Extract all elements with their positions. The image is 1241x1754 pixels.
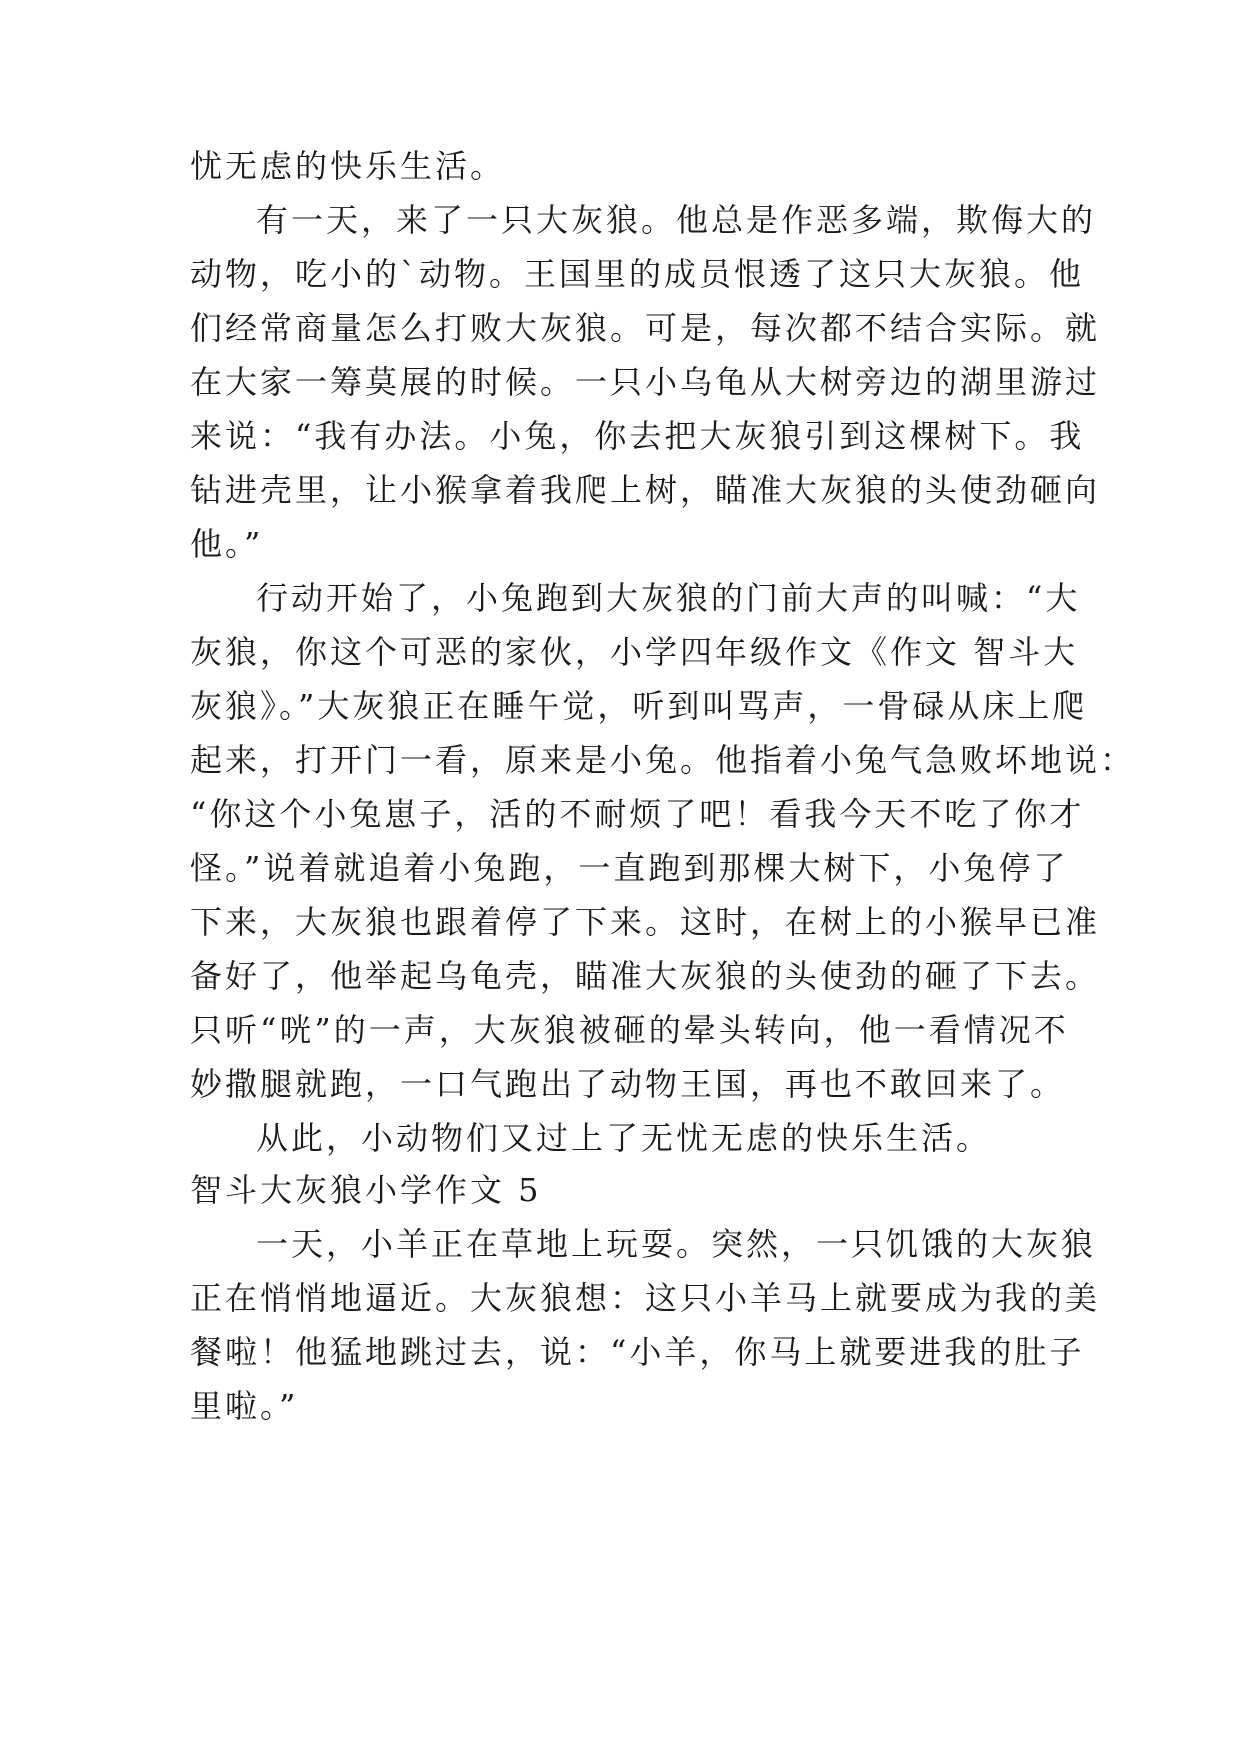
text-line: 钻进壳里，让小猴拿着我爬上树，瞄准大灰狼的头使劲砸向 — [190, 471, 1101, 509]
text-line: 起来，打开门一看，原来是小兔。他指着小兔气急败坏地说： — [190, 741, 1136, 779]
text-line: 里啦。” — [190, 1387, 299, 1425]
text-line: 只听“咣”的一声，大灰狼被砸的晕头转向，他一看情况不 — [190, 1011, 1069, 1049]
text-line: “你这个小兔崽子，活的不耐烦了吧！看我今天不吃了你才 — [190, 795, 1085, 833]
text-line: 灰狼，你这个可恶的家伙，小学四年级作文《作文 智斗大 — [190, 633, 1079, 671]
text-line: 行动开始了，小兔跑到大灰狼的门前大声的叫喊：“大 — [256, 579, 1081, 617]
text-line: 有一天，来了一只大灰狼。他总是作恶多端，欺侮大的 — [256, 201, 1097, 239]
text-line: 正在悄悄地逼近。大灰狼想：这只小羊马上就要成为我的美 — [190, 1279, 1101, 1317]
text-line: 怪。”说着就追着小兔跑，一直跑到那棵大树下，小兔停了 — [190, 849, 1069, 887]
text-line: 餐啦！他猛地跳过去，说：“小羊，你马上就要进我的肚子 — [190, 1333, 1085, 1371]
text-line: 从此，小动物们又过上了无忧无虑的快乐生活。 — [256, 1119, 992, 1157]
section-heading: 智斗大灰狼小学作文 5 — [190, 1171, 542, 1209]
text-line: 他。” — [190, 525, 264, 563]
text-line: 备好了，他举起乌龟壳，瞄准大灰狼的头使劲的砸了下去。 — [190, 957, 1101, 995]
text-line: 来说：“我有办法。小兔，你去把大灰狼引到这棵树下。我 — [190, 417, 1085, 455]
text-line: 们经常商量怎么打败大灰狼。可是，每次都不结合实际。就 — [190, 309, 1101, 347]
text-line: 妙撒腿就跑，一口气跑出了动物王国，再也不敢回来了。 — [190, 1065, 1066, 1103]
text-line: 灰狼》。”大灰狼正在睡午觉，听到叫骂声，一骨碌从床上爬 — [190, 687, 1088, 725]
text-line: 在大家一筹莫展的时候。一只小乌龟从大树旁边的湖里游过 — [190, 363, 1101, 401]
text-line: 一天，小羊正在草地上玩耍。突然，一只饥饿的大灰狼 — [256, 1225, 1097, 1263]
text-line: 忧无虑的快乐生活。 — [190, 147, 506, 185]
text-line: 动物，吃小的`动物。王国里的成员恨透了这只大灰狼。他 — [190, 255, 1085, 293]
text-line: 下来，大灰狼也跟着停了下来。这时，在树上的小猴早已准 — [190, 903, 1101, 941]
